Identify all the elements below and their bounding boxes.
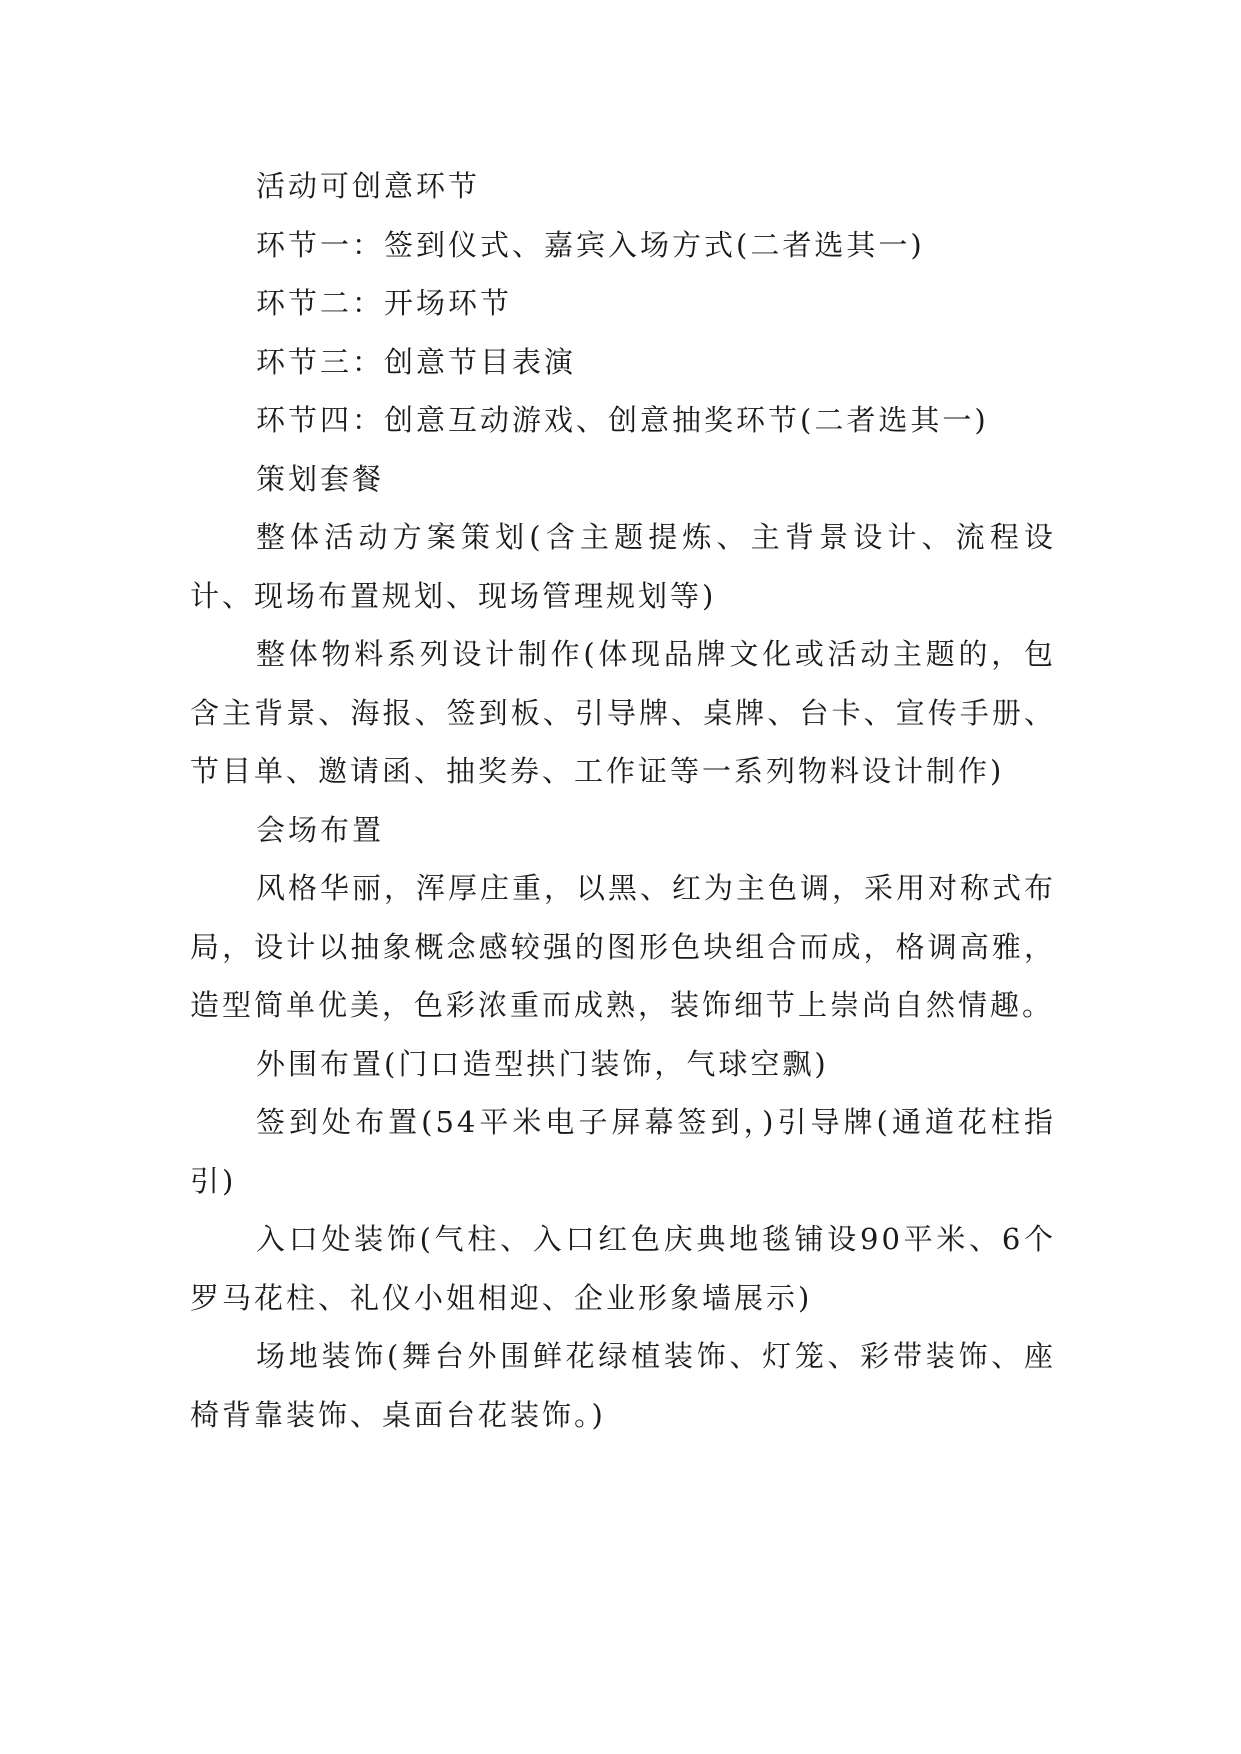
heading-venue-layout: 会场布置 [256, 812, 385, 847]
heading-creative-sections: 活动可创意环节 [256, 169, 481, 203]
paragraph-exterior: 外围布置(门口造型拱门装饰，气球空飘) [256, 1046, 829, 1081]
paragraph-checkin: 签到处布置(54平米电子屏幕签到，)引导牌(通道花柱指引) [190, 1105, 1056, 1198]
paragraph-entrance: 入口处装饰(气柱、入口红色庆典地毯铺设90平米、6个罗马花柱、礼仪小姐相迎、企业形象墙展示) [190, 1222, 1056, 1315]
section-three: 环节三：创意节目表演 [256, 344, 577, 379]
section-four: 环节四：创意互动游戏、创意抽奖环节(二者选其一) [256, 403, 989, 437]
paragraph-style: 风格华丽，浑厚庄重，以黑、红为主色调，采用对称式布局，设计以抽象概念感较强的图形色块组合而成，格调高雅，造型简单优美，色彩浓重而成熟，装饰细节上崇尚自然情趣。 [190, 871, 1057, 1022]
paragraph-venue-decoration: 场地装饰(舞台外围鲜花绿植装饰、灯笼、彩带装饰、座椅背靠装饰、桌面台花装饰。) [190, 1339, 1056, 1432]
heading-planning-package: 策划套餐 [256, 461, 385, 496]
section-one: 环节一：签到仪式、嘉宾入场方式(二者选其一) [256, 227, 925, 262]
section-two: 环节二：开场环节 [256, 286, 513, 320]
document-body [190, 157, 1056, 1444]
paragraph-overall-planning: 整体活动方案策划(含主题提炼、主背景设计、流程设计、现场布置规划、现场管理规划等) [190, 520, 1056, 613]
paragraph-materials-design: 整体物料系列设计制作(体现品牌文化或活动主题的，包含主背景、海报、签到板、引导牌、桌牌、台卡、宣传手册、节目单、邀请函、抽奖券、工作证等一系列物料设计制作) [190, 637, 1056, 788]
